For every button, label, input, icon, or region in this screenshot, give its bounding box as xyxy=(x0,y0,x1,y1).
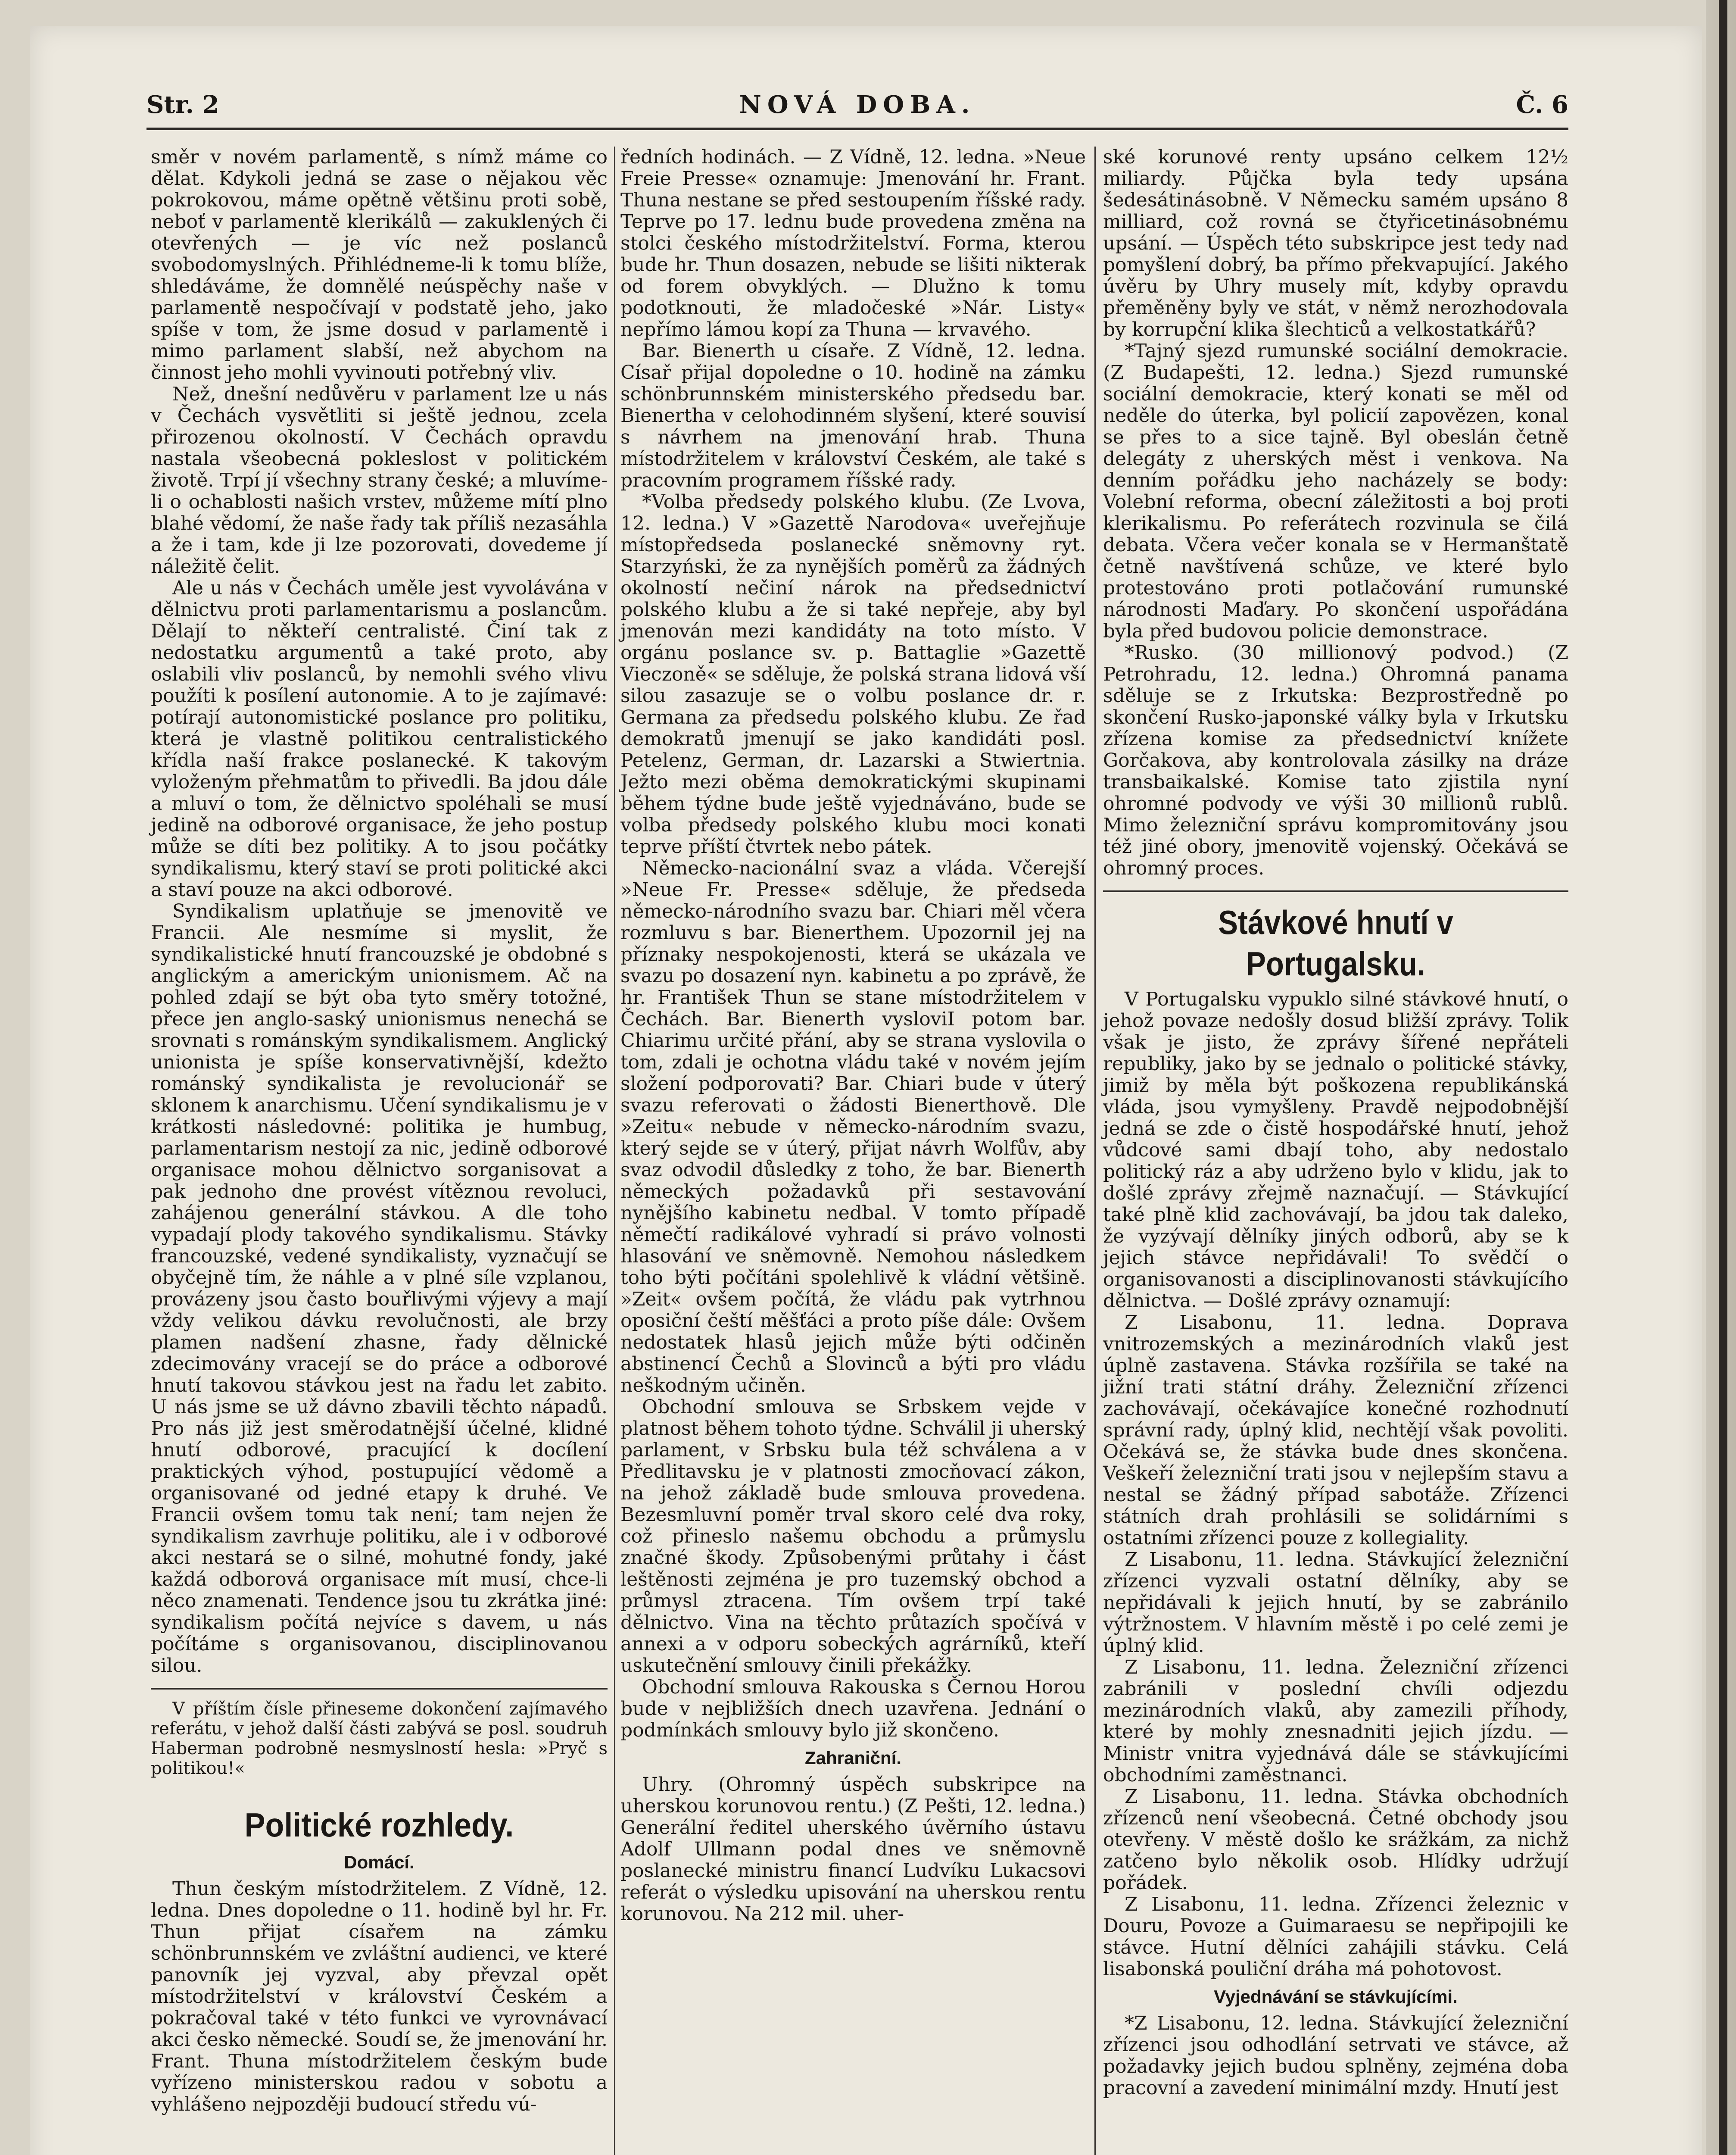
article-paragraph: ské korunové renty upsáno celkem 12½ miliardy. Půjčka byla tedy upsána šedesátinásobně. V Německu samém upsáno 8 milliard, což rovná se čtyřicetinásobnému upsání. — Úspěch této subskripce jest tedy nad pomyšlení dobrý, ba přímo překvapující. Jakého úvěru by Uhry musely mít, kdyby opravdu přeměněny byly ve stát, v němž nerozhodovala by korrupční klika šlechticů a velkostatkářů? xyxy=(1103,146,1568,340)
section-heading-stavkove-hnuti: Stávkové hnutí v Portugalsku. xyxy=(1218,903,1453,983)
scan-edge-strip xyxy=(1719,0,1727,2155)
article-paragraph: Z Lisabonu, 11. ledna. Železniční zřízenci zabránili v poslední chvíli odjezdu mezinárodních vlaků, aby zamezili příhody, které by mohly znesnadniti jejich jízdu. — Ministr vnitra vyjednává dále se stávkujícími obchodními zaměstnanci. xyxy=(1103,1656,1568,1786)
article-paragraph: Obchodní smlouva se Srbskem vejde v platnost během tohoto týdne. Schválil ji uherský parlament, v Srbsku bula též schválena a v Předlitavsku je v platnosti zmocňovací zákon, na jehož základě bude smlouva provedena. Bezesmluvní poměr trval skoro celé dva roky, což přineslo našemu obchodu a průmyslu značné škody. Způsobenými průtahy i část leštěnosti zejména je pro tuzemský obchod a průmysl ztracena. Tím ovšem trpí také dělnictvo. Vina na těchto průtazích spočívá v annexi a v odporu sobeckých agrárníků, kteří uskutečnění smlouvy činili překážky. xyxy=(620,1396,1086,1677)
section-heading-politicke-rozhledy: Politické rozhledy. xyxy=(244,1806,514,1844)
subheading-domaci: Domácí. xyxy=(344,1852,415,1872)
article-paragraph: směr v novém parlamentě, s nímž máme co dělat. Kdykoli jedná se zase o nějakou věc pokrokovou, máme opětně většinu proti sobě, neboť v parlamentě klerikálů — zakuklených či otevřených — je víc než poslanců svobodomyslných. Přihlédneme-li k tomu blíže, shledáváme, že domnělé neúspěchy naše v parlamentě nespočívají v podstatě jeho, jako spíše v tom, že jsme dosud v parlamentě i mimo parlament slabší, než abychom na činnost jeho mohli vyvinouti potřebný vliv. xyxy=(151,146,608,384)
article-paragraph: V Portugalsku vypuklo silné stávkové hnutí, o jehož povaze nedošly dosud bližší zprávy. Tolik však je jisto, že zprávy šířené nepřáteli republiky, jako by se jednalo o politické stávky, jimiž by měla být poškozena republikánská vláda, jsou vymyšleny. Pravdě nejpodobnější jedná se zde o čistě hospodářské hnutí, jehož vůdcové sami dbají toho, aby nedostalo politický ráz a aby udrženo bylo v klidu, jak to došlé zprávy zřejmě naznačují. — Stávkující také plně klid zachovávají, ba jdou tak daleko, že vyzývají dělníky jiných odborů, aby se k jejich stávce nepřidávali! To svědčí o organisovanosti a disciplinovanosti stávkujícího dělnictva. — Došlé zprávy oznamují: xyxy=(1103,988,1568,1312)
column-divider-1 xyxy=(614,147,615,2155)
article-paragraph: Thun českým místodržitelem. Z Vídně, 12. ledna. Dnes dopoledne o 11. hodině byl hr. Fr. Thun přijat císařem na zámku schönbrunnském ve zvláštní audienci, ve které panovník jej vyzval, aby převzal opět místodržitelství v království Českém a pokračoval také v této funkci ve vyrovnávací akci česko německé. Soudí se, že jmenování hr. Frant. Thuna místodržitelem českým bude vyřízeno ministerskou radou v sobotu a vyhlášeno nejpozději budoucí středu vú- xyxy=(151,1878,608,2115)
newspaper-title: NOVÁ DOBA. xyxy=(739,91,976,119)
article-paragraph: Z Lisabonu, 11. ledna. Zřízenci železnic v Douru, Povoze a Guimaraesu se nepřipojili ke stávce. Hutní dělníci zahájili stávku. Celá lisabonská pouliční dráha má pohotovost. xyxy=(1103,1893,1568,1980)
article-paragraph: *Volba předsedy polského klubu. (Ze Lvova, 12. ledna.) V »Gazettě Narodova« uveřejňuje místopředseda poslanecké sněmovny ryt. Starzyński, že za nynějších poměrů za žádných okolností nečiní nárok na předsednictví polského klubu a že si také nepřeje, aby byl jmenován mezi kandidáty na toto místo. V orgánu poslance sv. p. Battaglie »Gazettě Vieczoně« se sděluje, že polská strana lidová vší silou zasazuje se o volbu poslance dr. r. Germana za předsedu polského klubu. Ze řad demokratů jmenují se jako kandidáti posl. Petelenz, German, dr. Lazarski a Stwiertnia. Ježto mezi oběma demokratickými skupinami během týdne bude ještě vyjednáváno, bude se volba předsedy polského klubu moci konati teprve příští čtvrtek nebo pátek. xyxy=(620,491,1086,858)
editor-note: V příštím čísle přineseme dokončení zajímavého referátu, v jehož další části zabývá se posl. soudruh Haberman podrobně nesmyslností hesla: »Pryč s politikou!« xyxy=(151,1699,608,1778)
issue-number: Č. 6 xyxy=(1516,91,1568,119)
subheading-zahranicni: Zahraniční. xyxy=(804,1748,902,1768)
column-2 xyxy=(620,147,1086,1925)
article-paragraph: *Z Lisabonu, 12. ledna. Stávkující železniční zřízenci jsou odhodlání setrvati ve stávce, až požadavky jejich budou splněny, zejména doba pracovní a zavedení minimální mzdy. Hnutí jest xyxy=(1103,2012,1568,2099)
article-paragraph: *Tajný sjezd rumunské sociální demokracie. (Z Budapešti, 12. ledna.) Sjezd rumunské sociální demokracie, který konati se měl od neděle do úterka, byl policií zapovězen, konal se přes to a sice tajně. Byl obeslán četně delegáty z uherských měst i venkova. Na denním pořádku jeho nacházely se body: Volební reforma, obecní záležitosti a boj proti klerikalismu. Po referátech rozvinula se čilá debata. Včera večer konala se v Hermanštatě četně navštívená schůze, ve které bylo protestováno proti potlačování rumunské národnosti Maďary. Po skončení uspořádána byla před budovou policie demonstrace. xyxy=(1103,340,1568,642)
article-paragraph: Syndikalism uplatňuje se jmenovitě ve Francii. Ale nesmíme si myslit, že syndikalistické hnutí francouzské je obdobné s anglickým a americkým unionismem. Ač na pohled zdají se být oba tyto směry totožné, přece jen anglo-saský unionismus nenechá se srovnati s románským syndikalismem. Anglický unionista je spíše konservativnější, kdežto románský syndikalista je revolucionář se sklonem k anarchismu. Učení syndikalismu je v krátkosti následovné: politika je humbug, parlamentarism nestojí za nic, jedině odborové organisace mohou dělnictvo sorganisovat a pak jednoho dne provést vítěznou revoluci, zahájenou generální stávkou. A dle toho vypadají plody takového syndikalismu. Stávky francouzské, vedené syndikalisty, vyznačují se obyčejně tím, že náhle a v plné síle vzplanou, provázeny jsou často bouřlivými výjevy a mají vždy velikou dávku revolučnosti, ale brzy plamen nadšení zhasne, řady dělnické zdecimovány vracejí se do práce a odborové hnutí takovou stávkou jest na řadu let zabito. U nás jsme se už dávno zbavili těchto nápadů. Pro nás již jest směrodatnější účelné, klidné hnutí odborové, pracující k docílení praktických výhod, postupující vědomě a organisované od jedné etapy k druhé. Ve Francii ovšem tomu tak není; tam nejen že syndikalism zavrhuje politiku, ale i v odborové akci nestará se o silné, mohutné fondy, jaké každá odborová organisace mít musí, chce-li něco znamenati. Tendence jsou tu zkrátka jiné: syndikalism počítá nejvíce s davem, u nás počítáme s organisovanou, disciplinovanou silou. xyxy=(151,900,608,1677)
header-rule xyxy=(146,128,1568,130)
column-divider-2 xyxy=(1094,147,1096,2155)
subheading-vyjednavani: Vyjednávání se stávkujícími. xyxy=(1214,1986,1458,2007)
page-header xyxy=(146,86,1568,125)
article-paragraph: Z Lisabonu, 11. ledna. Stávka obchodních zřízenců není všeobecná. Četné obchody jsou otevřeny. V městě došlo ke srážkám, za nichž zatčeno bylo několik osob. Hlídky udržují pořádek. xyxy=(1103,1786,1568,1894)
article-paragraph: ředních hodinách. — Z Vídně, 12. ledna. »Neue Freie Presse« oznamuje: Jmenování hr. Frant. Thuna nestane se před sestoupením říšské rady. Teprve po 17. lednu bude provedena změna na stolci českého místodržitelství. Forma, kterou bude hr. Thun dosazen, nebude se lišiti nikterak od forem obvyklých. — Dlužno k tomu podotknouti, že mladočeské »Nár. Listy« nepřímo lámou kopí za Thuna — krvavého. xyxy=(620,146,1086,340)
article-paragraph: Německo-nacionální svaz a vláda. Včerejší »Neue Fr. Presse« sděluje, že předseda německo-národního svazu bar. Chiari měl včera rozmluvu s bar. Bienerthem. Upozornil jej na příznaky nespokojenosti, která se ukázala ve svazu po dosazení nyn. kabinetu a po zprávě, že hr. František Thun se stane místodržitelem v Čechách. Bar. Bienerth vysloviI potom bar. Chiarimu určité přání, aby se strana vyslovila o tom, zdali je ochotna vládu také v novém jejím složení podporovati? Bar. Chiari bude v úterý svazu referovati o žádosti Bienerthově. Dle »Zeitu« nebude v německo-národním svazu, který sejde se v úterý, přijat návrh Wolfův, aby svaz odvodil důsledky z toho, že bar. Bienerth německých požadavků při sestavování nynějšího kabinetu nedbal. V tomto případě němečtí radikálové vyhradí si právo volnosti hlasování ve sněmovně. Nemohou následkem toho býti počítáni spolehlivě k vládní většině. »Zeit« ovšem počítá, že vládu pak vytrhnou oposiční čeští měšťáci a proto píše dále: Ovšem nedostatek hlasů jejich může býti odčiněn abstinencí Čechů a Slovinců a býti pro vládu neškodným učiněn. xyxy=(620,857,1086,1396)
section-rule xyxy=(151,1688,608,1690)
section-rule xyxy=(1103,890,1568,892)
article-paragraph: Než, dnešní nedůvěru v parlament lze u nás v Čechách vysvětliti si ještě jednou, zcela přirozenou okolností. V Čechách opravdu nastala všeobecná pokleslost v politickém životě. Trpí jí všechny strany české; a mluvíme-li o ochablosti našich vrstev, můžeme mítí plno blahé vědomí, že naše řady tak příliš nezasáhla a že i tam, kde ji lze pozorovati, dovedeme jí náležitě čelit. xyxy=(151,383,608,578)
article-paragraph: Z Lisabonu, 11. ledna. Doprava vnitrozemských a mezinárodních vlaků jest úplně zastavena. Stávka rozšířila se také na jižní trati státní dráhy. Železniční zřízenci zachovávají, očekávajíce konečné rozhodnutí správní rady, úplný klid, nechtějí však povoliti. Očekává se, že stávka bude dnes skončena. Veškeří železniční trati jsou v nejlepším stavu a nestal se žádný případ sabotáže. Zřízenci státních drah prohlásili se solidárními s ostatními zřízenci pouze z kollegiality. xyxy=(1103,1312,1568,1549)
article-paragraph: Bar. Bienerth u císaře. Z Vídně, 12. ledna. Císař přijal dopoledne o 10. hodině na zámku schönbrunnském ministerského předsedu bar. Bienertha v celohodinném slyšení, které souvisí s návrhem na jmenování hrab. Thuna místodržitelem v království Českém, ale také s pracovním programem říšské rady. xyxy=(620,340,1086,491)
page-label: Str. 2 xyxy=(146,91,219,119)
article-paragraph: Z Lisabonu, 11. ledna. Stávkující železniční zřízenci vyzvali ostatní dělníky, aby se nepřidávali k jejich hnutí, by se zabránilo výtržnostem. V hlavním městě i po celé zemi je úplný klid. xyxy=(1103,1549,1568,1657)
column-1 xyxy=(151,147,608,2115)
article-paragraph: Uhry. (Ohromný úspěch subskripce na uherskou korunovou rentu.) (Z Pešti, 12. ledna.) Generální ředitel uherského úvěrního ústavu Adolf Ullmann podal dnes ve sněmovně poslanecké ministru financí Ludvíku Lukacsovi referát o výsledku upisování na uherskou rentu korunovou. Na 212 mil. uher- xyxy=(620,1774,1086,1925)
article-paragraph: Obchodní smlouva Rakouska s Černou Horou bude v nejbližších dnech uzavřena. Jednání o podmínkách smlouvy bylo již skončeno. xyxy=(620,1676,1086,1741)
article-paragraph: *Rusko. (30 millionový podvod.) (Z Petrohradu, 12. ledna.) Ohromná panama sděluje se z Irkutska: Bezprostředně po skončení Rusko-japonské války byla v Irkutsku zřízena komise za předsednictví knížete Gorčakova, aby kontrolovala zásilky na dráze transbaikalské. Komise tato zjistila nyní ohromné podvody ve výši 30 millionů rublů. Mimo železniční správu kompromitovány jsou též jiné obory, jmenovitě vojenský. Očekává se ohromný proces. xyxy=(1103,642,1568,879)
column-3 xyxy=(1103,147,1568,2099)
scan-edge xyxy=(1706,0,1736,2155)
article-paragraph: Ale u nás v Čechách uměle jest vyvolávána v dělnictvu proti parlamentarismu a poslancům. Dělají to někteří centralisté. Činí tak z nedostatku argumentů a také proto, aby oslabili vliv poslanců, by nemohli svého vlivu použíti k posílení autonomie. A to je zajímavé: potírají autonomistické poslance pro politiku, která je vlastně politikou centralistického křídla naší frakce poslanecké. K takovým vyloženým přehmatům to přivedli. Ba jdou dále a mluví o tom, že dělnictvo spoléhali se musí jedině na odborové organisace, že jeho postup může se díti bez politiky. A to jsou počátky syndikalismu, který staví se proti politické akci a staví pouze na akci odborové. xyxy=(151,577,608,901)
